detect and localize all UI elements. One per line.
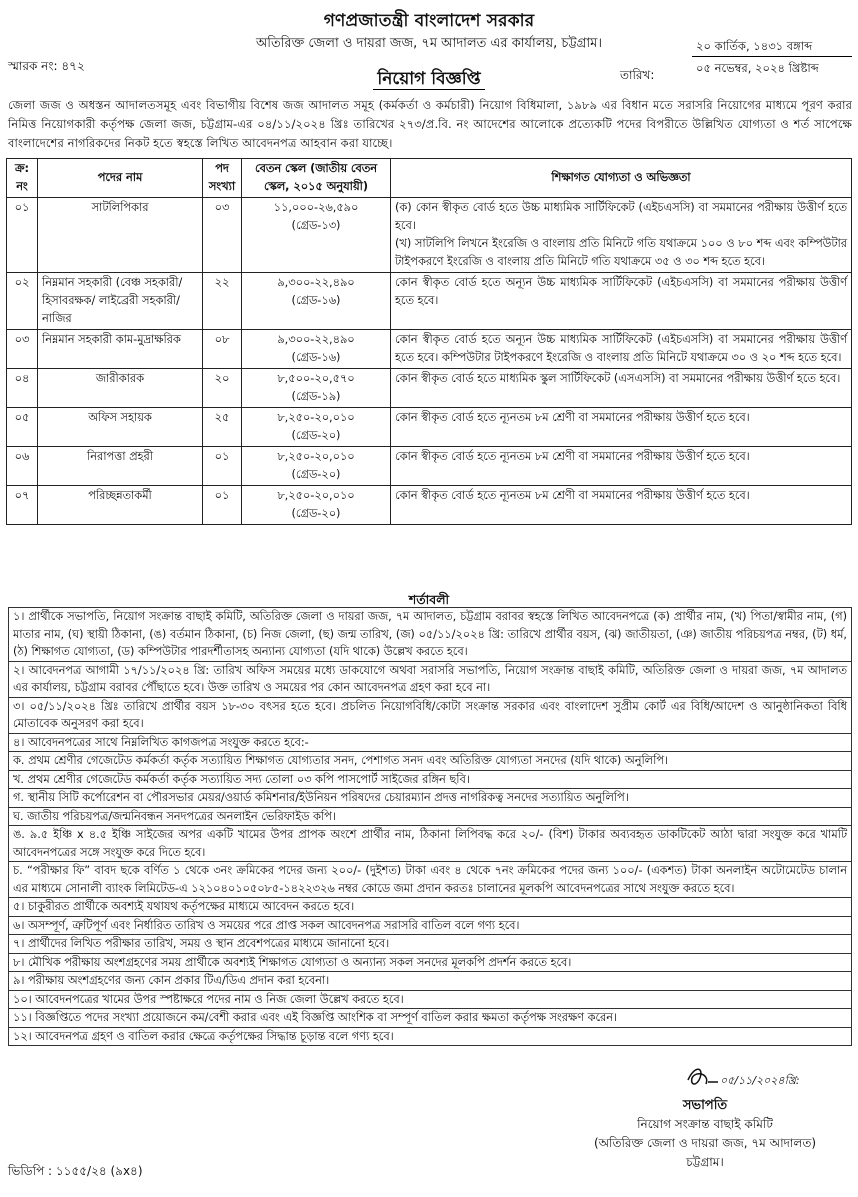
header-pay-scale: বেতন স্কেল (জাতীয় বেতন স্কেল, ২০১৫ অনুযায়ী) (242, 159, 391, 198)
handwritten-signature (684, 1060, 824, 1094)
date-label: তারিখ: (620, 68, 655, 82)
cell-post-count: ০৮ (203, 330, 242, 369)
condition-item: ৭। প্রার্থীদের লিখিত পরীক্ষার তারিখ, সময় ও স্থান প্রবেশপত্রের মাধ্যমে জানানো হবে। (8, 935, 852, 954)
cell-qualification: কোন স্বীকৃত বোর্ড হতে ন্যূনতম ৮ম শ্রেণী বা সমমানের পরীক্ষায় উত্তীর্ণ হতে হবে। (391, 408, 852, 447)
posts-table (6, 158, 852, 525)
condition-item: ৮। মৌখিক পরীক্ষায় অংশগ্রহণের সময় প্রার্থীকে অবশ্যই শিক্ষাগত যোগ্যতা ও অন্যান্য সকল সনদের মূলকপি প্রদর্শন করতে হবে। (8, 954, 852, 973)
table-row (7, 198, 852, 273)
pay-grade: (গ্রেড-১৩) (291, 219, 341, 232)
notice-title (0, 66, 858, 94)
cell-serial: ০১ (7, 198, 38, 273)
condition-item: ৪। আবেদনপত্রের সাথে নিম্নলিখিত কাগজপত্র সংযুক্ত করতে হবে:- (8, 734, 852, 753)
date-english: ০৫ নভেম্বর, ২০২৪ খ্রিষ্টাব্দ (696, 61, 819, 75)
condition-item: ১০। আবেদনপত্রের খামের উপর স্পষ্টাক্ষরে পদের নাম ও নিজ জেলা উল্লেখ করতে হবে। (8, 991, 852, 1010)
header-post-count: পদ সংখ্যা (203, 159, 242, 198)
notice-title-text: নিয়োগ বিজ্ঞপ্তি (373, 69, 484, 90)
condition-item: ৫। চাকুরীরত প্রার্থীকে অবশ্যই যথাযথ কর্তৃপক্ষের মাধ্যমে আবেদন করতে হবে। (8, 898, 852, 917)
pay-grade: (গ্রেড-১৬) (291, 294, 341, 307)
conditions-title: শর্তাবলী (408, 592, 450, 607)
condition-item: ১। প্রার্থীকে সভাপতি, নিয়োগ সংক্রান্ত বাছাই কমিটি, অতিরিক্ত জেলা ও দায়রা জজ, ৭ম আদালত, চট্টগ্রাম বরাবর স্বহস্তে লিখিত আবেদনপত্রে (ক) প্রার্থীর নাম, (খ) পিতা/স্বামীর নাম, (গ) মাতার নাম, (ঘ) স্থায়ী ঠিকানা, (ঙ) বর্তমান ঠিকানা, (চ) নিজ জেলা, (ছ) জন্ম তারিখ, (জ) ০৫/১১/২০২৪ খ্রি: তারিখে প্রার্থীর বয়স, (ঝ) জাতীয়তা, (ঞ) জাতীয় পরিচয়পত্র নম্বর, (ট) ধর্ম, (ঠ) শিক্ষাগত যোগ্যতা, (ড) কম্পিউটার পারদর্শীতাসহ অন্যান্য যোগ্যতা (যদি থাকে) উল্লেখ করতে হবে। (8, 607, 852, 662)
cell-pay-scale (242, 330, 391, 369)
date-bangla: ২০ কার্তিক, ১৪৩১ বঙ্গাব্দ (692, 36, 852, 57)
header-qualification: শিক্ষাগত যোগ্যতা ও অভিজ্ঞতা (391, 159, 852, 198)
cell-serial: ০৬ (7, 447, 38, 486)
signature-date: ০৫/১১/২০২৪খ্রি: (720, 1074, 800, 1087)
cell-post-count: ০১ (203, 447, 242, 486)
cell-post-name: জারীকারক (38, 369, 203, 408)
cell-post-count: ০১ (203, 486, 242, 525)
signatory-office: (অতিরিক্ত জেলা ও দায়রা জজ, ৭ম আদালত) (593, 1136, 817, 1150)
pay-grade: (গ্রেড-১৯) (291, 390, 341, 403)
cell-qualification: কোন স্বীকৃত বোর্ড হতে ন্যূনতম ৮ম শ্রেণী বা সমমানের পরীক্ষায় উত্তীর্ণ হতে হবে। (391, 486, 852, 525)
cell-pay-scale (242, 273, 391, 330)
cell-post-count: ২০ (203, 369, 242, 408)
pay-grade: (গ্রেড-১৬) (291, 351, 341, 364)
pay-scale-value: ৯,৩০০-২২,৪৯০ (277, 276, 355, 289)
cell-post-name: নিম্নমান সহকারী (বেঞ্চ সহকারী/হিসাবরক্ষক/ লাইব্রেরী সহকারী/নাজির (38, 273, 203, 330)
cell-post-name: সাটলিপিকার (38, 198, 203, 273)
cell-post-name: পরিচ্ছন্নতাকর্মী (38, 486, 203, 525)
government-title: গণপ্রজাতন্ত্রী বাংলাদেশ সরকার (323, 11, 535, 31)
cell-serial: ০৪ (7, 369, 38, 408)
condition-item: ৯। পরীক্ষায় অংশগ্রহণের জন্য কোন প্রকার টিএ/ডিএ প্রদান করা হবেনা। (8, 972, 852, 991)
table-row (7, 486, 852, 525)
signatory-title: সভাপতি (682, 1098, 728, 1113)
table-row (7, 369, 852, 408)
table-row (7, 408, 852, 447)
qualification-text: (ক) কোন স্বীকৃত বোর্ড হতে উচ্চ মাধ্যমিক সার্টিফিকেট (এইচএসসি) বা সমমানের পরীক্ষায় উত্তীর্ণ হতে হবে। (395, 201, 847, 232)
cell-qualification: কোন স্বীকৃত বোর্ড হতে অন্যূন উচ্চ মাধ্যমিক সার্টিফিকেট (এইচএসসি) বা সমমানের পরীক্ষায় উত্তীর্ণ হতে হবে। কম্পিউটার টাইপকরণে ইংরেজি ও বাংলায় প্রতি মিনিটে যথাক্রমে ৩০ ও ২০ শব্দ হতে হবে। (391, 330, 852, 369)
condition-item: ২। আবেদনপত্র আগামী ১৭/১১/২০২৪ খ্রি: তারিখ অফিস সময়ের মধ্যে ডাকযোগে অথবা সরাসরি সভাপতি, নিয়োগ সংক্রান্ত বাছাই কমিটি, অতিরিক্ত জেলা ও দায়রা জজ, ৭ম আদালত এর কার্যালয়, চট্টগ্রাম বরাবর পৌঁছাতে হবে। উক্ত তারিখ ও সময়ের পর কোন আবেদনপত্র গ্রহণ করা হবে না। (8, 662, 852, 698)
condition-item: ১২। আবেদনপত্র গ্রহণ ও বাতিল করার ক্ষেত্রে কর্তৃপক্ষের সিদ্ধান্ত চূড়ান্ত বলে গণ্য হবে। (8, 1028, 852, 1047)
cell-post-count: ২২ (203, 273, 242, 330)
signatory-city: চট্টগ্রাম। (686, 1155, 724, 1169)
condition-item: ১১। বিজ্ঞপ্তিতে পদের সংখ্যা প্রয়োজনে কম/বেশী করার এবং এই বিজ্ঞপ্তি আংশিক বা সম্পূর্ণ বাতিল করার ক্ষমতা কর্তৃপক্ষ সংরক্ষণ করেন। (8, 1009, 852, 1028)
condition-subitem: ঙ. ৯.৫ ইঞ্চি x ৪.৫ ইঞ্চি সাইজের অপর একটি খামের উপর প্রাপক অংশে প্রার্থীর নাম, ঠিকানা লিপিবদ্ধ করে ২০/- (বিশ) টাকার অব্যবহৃত ডাকটিকেট আঠা দ্বারা সংযুক্ত করে খামটি আবেদনপত্রের সঙ্গে সংযুক্ত করে দিতে হবে। (8, 826, 852, 862)
office-name: অতিরিক্ত জেলা ও দায়রা জজ, ৭ম আদালত এর কার্যালয়, চট্টগ্রাম। (255, 36, 603, 51)
condition-subitem: গ. স্থানীয় সিটি কর্পোরেশন বা পৌরসভার মেয়র/ওয়ার্ড কমিশনার/ইউনিয়ন পরিষদের চেয়ারম্যান প্রদত্ত নাগরিকত্ব সনদের সত্যায়িত অনুলিপি। (8, 789, 852, 808)
cell-serial: ০৫ (7, 408, 38, 447)
header-serial: ক্র: নং (7, 159, 38, 198)
cell-post-name: নিরাপত্তা প্রহরী (38, 447, 203, 486)
pay-scale-value: ৮,২৫০-২০,০১০ (277, 411, 355, 424)
cell-post-count: ০৩ (203, 198, 242, 273)
cell-serial: ০৩ (7, 330, 38, 369)
cell-post-name: নিম্নমান সহকারী কাম-মুদ্রাক্ষরিক (38, 330, 203, 369)
table-row (7, 273, 852, 330)
cell-post-name: অফিস সহায়ক (38, 408, 203, 447)
cell-pay-scale (242, 198, 391, 273)
condition-subitem: ক. প্রথম শ্রেণীর গেজেটেড কর্মকর্তা কর্তৃক সত্যায়িত শিক্ষাগত যোগ্যতার সনদ, পেশাগত সনদ এবং অতিরিক্ত যোগ্যতা সনদের (যদি থাকে) অনুলিপি। (8, 752, 852, 771)
header-post-name: পদের নাম (38, 159, 203, 198)
cell-qualification: কোন স্বীকৃত বোর্ড হতে অন্যূন উচ্চ মাধ্যমিক সার্টিফিকেট (এইচএসসি) বা সমমানের পরীক্ষায় উত্তীর্ণ হতে হবে। (391, 273, 852, 330)
condition-item: ৩। ০৫/১১/২০২৪ খ্রিঃ তারিখে প্রার্থীর বয়স ১৮-৩০ বৎসর হতে হবে। প্রচলিত নিয়োগবিধি/কোটা সংক্রান্ত সরকার এবং বাংলাদেশ সুপ্রীম কোর্ট এর বিধি/আদেশ ও আনুষ্ঠানিকতা বিধি মোতাবেক অনুসরণ করা হবে। (8, 698, 852, 734)
condition-subitem: চ. “পরীক্ষার ফি” বাবদ ছকে বর্ণিত ১ থেকে ৩নং ক্রমিকের পদের জন্য ২০০/- (দুইশত) টাকা এবং ৪ থেকে ৭নং ক্রমিকের পদের জন্য ১০০/- (একশত) টাকা অনলাইন অটোমেটেড চালান এর মাধ্যমে সোনালী ব্যাংক লিমিটেড-এ ১২১০৪০১০৫০৮৫-১৪২২৩২৬ নম্বর কোডে জমা প্রদান করতঃ চালানের মূলকপি আবেদনপত্রের সাথে সংযুক্ত করতে হবে। (8, 862, 852, 898)
pay-scale-value: ৮,২৫০-২০,০১০ (277, 450, 355, 463)
condition-item: ৬। অসম্পূর্ণ, ত্রুটিপূর্ণ এবং নির্ধারিত তারিখ ও সময়ের পরে প্রাপ্ত সকল আবেদনপত্র সরাসরি বাতিল বলে গণ্য হবে। (8, 917, 852, 936)
pay-scale-value: ৮,২৫০-২০,০১০ (277, 489, 355, 502)
cell-qualification (391, 198, 852, 273)
cell-serial: ০২ (7, 273, 38, 330)
cell-qualification: কোন স্বীকৃত বোর্ড হতে ন্যূনতম ৮ম শ্রেণী বা সমমানের পরীক্ষায় উত্তীর্ণ হতে হবে। (391, 447, 852, 486)
table-row (7, 330, 852, 369)
conditions-list (8, 607, 852, 1046)
table-header-row (7, 159, 852, 198)
qualification-text-2: (খ) সাটলিপি লিখনে ইংরেজি ও বাংলায় প্রতি মিনিটে গতি যথাক্রমে ১০০ ও ৮০ শব্দ এবং কম্পিউটার টাইপকরণে ইংরেজি ও বাংলায় প্রতি মিনিটে গতি যথাক্রমে ৩৫ ও ৩০ শব্দ হতে হবে। (395, 237, 847, 268)
condition-subitem: ঘ. জাতীয় পরিচয়পত্র/জন্মনিবন্ধন সনদপত্রের অনলাইন ভেরিফাইড কপি। (8, 808, 852, 827)
intro-paragraph: জেলা জজ ও অধস্তন আদালতসমূহ এবং বিভাগীয় বিশেষ জজ আদালত সমূহ (কর্মকর্তা ও কর্মচারী) নিয়োগ বিধিমালা, ১৯৮৯ এর বিধান মতে সরাসরি নিয়োগের মাধ্যমে পূরণ করার নিমিত্ত নিয়োগকারী কর্তৃপক্ষ জেলা জজ, চট্টগ্রাম-এর ০৪/১১/২০২৪ খ্রিঃ তারিখের ২৭৩/প্র.বি. নং আদেশের আলোকে প্রত্যেকটি পদের বিপরীতে উল্লিখিত যোগ্যতা ও শর্ত সাপেক্ষে বাংলাদেশের নাগরিকদের নিকট হতে স্বহস্তে লিখিত আবেদনপত্র আহবান করা যাচ্ছে। (8, 98, 852, 150)
footer-vdp: ভিডিপি : ১১৫৫/২৪ (৯x৪) (8, 1164, 143, 1178)
table-row (7, 447, 852, 486)
cell-pay-scale (242, 408, 391, 447)
signatory-block (560, 1096, 850, 1172)
cell-post-count: ২৫ (203, 408, 242, 447)
pay-scale-value: ৯,৩০০-২২,৪৯০ (277, 333, 355, 346)
pay-scale-value: ১১,০০০-২৬,৫৯০ (273, 201, 359, 214)
condition-subitem: খ. প্রথম শ্রেণীর গেজেটেড কর্মকর্তা কর্তৃক সত্যায়িত সদ্য তোলা ০৩ কপি পাসপোর্ট সাইজের রঙ্গিন ছবি। (8, 771, 852, 790)
pay-grade: (গ্রেড-২০) (291, 468, 341, 481)
cell-pay-scale (242, 447, 391, 486)
pay-grade: (গ্রেড-২০) (291, 429, 341, 442)
cell-pay-scale (242, 486, 391, 525)
memo-number: স্মারক নং: ৪৭২ (8, 59, 85, 73)
cell-qualification: কোন স্বীকৃত বোর্ড হতে মাধ্যমিক স্কুল সার্টিফিকেট (এসএসসি) বা সমমানের পরীক্ষায় উত্তীর্ণ হতে হবে। (391, 369, 852, 408)
signatory-committee: নিয়োগ সংক্রান্ত বাছাই কমিটি (637, 1117, 773, 1131)
pay-scale-value: ৮,৫০০-২০,৫৭০ (277, 372, 355, 385)
cell-pay-scale (242, 369, 391, 408)
pay-grade: (গ্রেড-২০) (291, 507, 341, 520)
cell-serial: ০৭ (7, 486, 38, 525)
